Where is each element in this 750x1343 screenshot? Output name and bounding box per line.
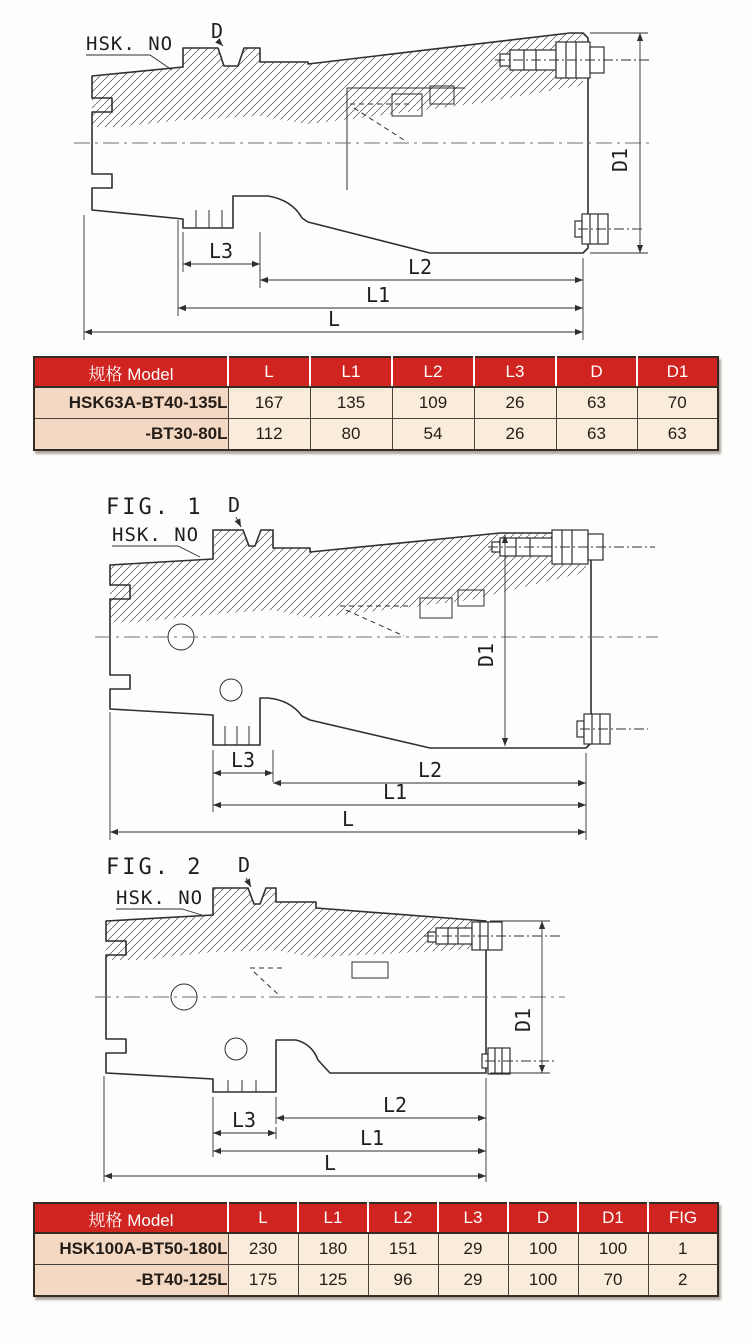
value-cell: 135: [310, 387, 392, 419]
value-cell: 29: [438, 1233, 508, 1265]
header-fig: FIG: [648, 1203, 718, 1233]
dim-label-l1: L1: [359, 1126, 385, 1150]
dim-label-l3: L3: [230, 748, 256, 772]
hsk-no-label: HSK. NO: [116, 887, 204, 909]
dim-label-l: L: [327, 307, 341, 331]
spec-table-hsk63: [33, 356, 719, 451]
dim-label-d1: D1: [474, 642, 498, 668]
value-cell: 29: [438, 1265, 508, 1297]
header-l2: L2: [392, 357, 474, 387]
dim-label-d1: D1: [608, 147, 632, 173]
value-cell: 2: [648, 1265, 718, 1297]
value-cell: 112: [228, 419, 310, 451]
value-cell: 100: [508, 1265, 578, 1297]
model-cell: HSK100A-BT50-180L: [34, 1233, 228, 1265]
table-row: [34, 1265, 718, 1297]
dim-label-l: L: [323, 1151, 337, 1175]
dim-label-l: L: [341, 807, 355, 831]
value-cell: 63: [556, 387, 637, 419]
value-cell: 100: [578, 1233, 648, 1265]
fig1-label: FIG. 1: [106, 495, 204, 520]
table-header-row: [34, 357, 718, 387]
value-cell: 230: [228, 1233, 298, 1265]
value-cell: 125: [298, 1265, 368, 1297]
value-cell: 96: [368, 1265, 438, 1297]
hsk-no-label: HSK. NO: [86, 33, 174, 55]
header-model: 规格 Model: [34, 357, 228, 387]
header-l2: L2: [368, 1203, 438, 1233]
retention-screw-bottom: [577, 714, 648, 744]
model-cell: -BT30-80L: [34, 419, 228, 451]
table-header-row: [34, 1203, 718, 1233]
value-cell: 151: [368, 1233, 438, 1265]
header-d: D: [556, 357, 637, 387]
dim-label-l1: L1: [365, 283, 391, 307]
header-l3: L3: [438, 1203, 508, 1233]
flange-hole: [225, 1038, 247, 1060]
dim-label-l2: L2: [407, 255, 433, 279]
table-row: [34, 419, 718, 451]
model-cell: HSK63A-BT40-135L: [34, 387, 228, 419]
fig2-label: FIG. 2: [106, 855, 204, 880]
flange-hole: [220, 679, 242, 701]
dim-label-l2: L2: [382, 1093, 408, 1117]
value-cell: 175: [228, 1265, 298, 1297]
dim-label-d1: D1: [511, 1007, 535, 1033]
value-cell: 70: [637, 387, 718, 419]
value-cell: 109: [392, 387, 474, 419]
header-l: L: [228, 357, 310, 387]
header-d1: D1: [637, 357, 718, 387]
header-l1: L1: [310, 357, 392, 387]
dim-label-l1: L1: [382, 780, 408, 804]
value-cell: 1: [648, 1233, 718, 1265]
table-row: [34, 387, 718, 419]
value-cell: 63: [637, 419, 718, 451]
drawing-fig2-hsk100-bt40: [0, 850, 750, 1195]
header-d1: D1: [578, 1203, 648, 1233]
retention-screw-bottom: [482, 1048, 556, 1074]
value-cell: 54: [392, 419, 474, 451]
dim-label-l3: L3: [208, 239, 234, 263]
hsk-no-label: HSK. NO: [112, 524, 200, 546]
value-cell: 80: [310, 419, 392, 451]
dimensions: [104, 921, 550, 1182]
value-cell: 100: [508, 1233, 578, 1265]
drawing-fig1-hsk100-bt50: [0, 490, 750, 845]
dim-label-l2: L2: [417, 758, 443, 782]
header-model: 规格 Model: [34, 1203, 228, 1233]
retention-screw-bottom: [575, 214, 642, 244]
d-label: D: [237, 853, 251, 877]
value-cell: 70: [578, 1265, 648, 1297]
spec-table-hsk100: [33, 1202, 719, 1297]
value-cell: 180: [298, 1233, 368, 1265]
value-cell: 26: [474, 387, 556, 419]
value-cell: 63: [556, 419, 637, 451]
header-l3: L3: [474, 357, 556, 387]
drawing-hsk63-adapter: [0, 0, 750, 352]
d-label: D: [227, 493, 241, 517]
model-cell: -BT40-125L: [34, 1265, 228, 1297]
header-l: L: [228, 1203, 298, 1233]
dim-label-l3: L3: [231, 1108, 257, 1132]
d-label: D: [210, 19, 224, 43]
header-l1: L1: [298, 1203, 368, 1233]
value-cell: 167: [228, 387, 310, 419]
header-d: D: [508, 1203, 578, 1233]
table-row: [34, 1233, 718, 1265]
value-cell: 26: [474, 419, 556, 451]
